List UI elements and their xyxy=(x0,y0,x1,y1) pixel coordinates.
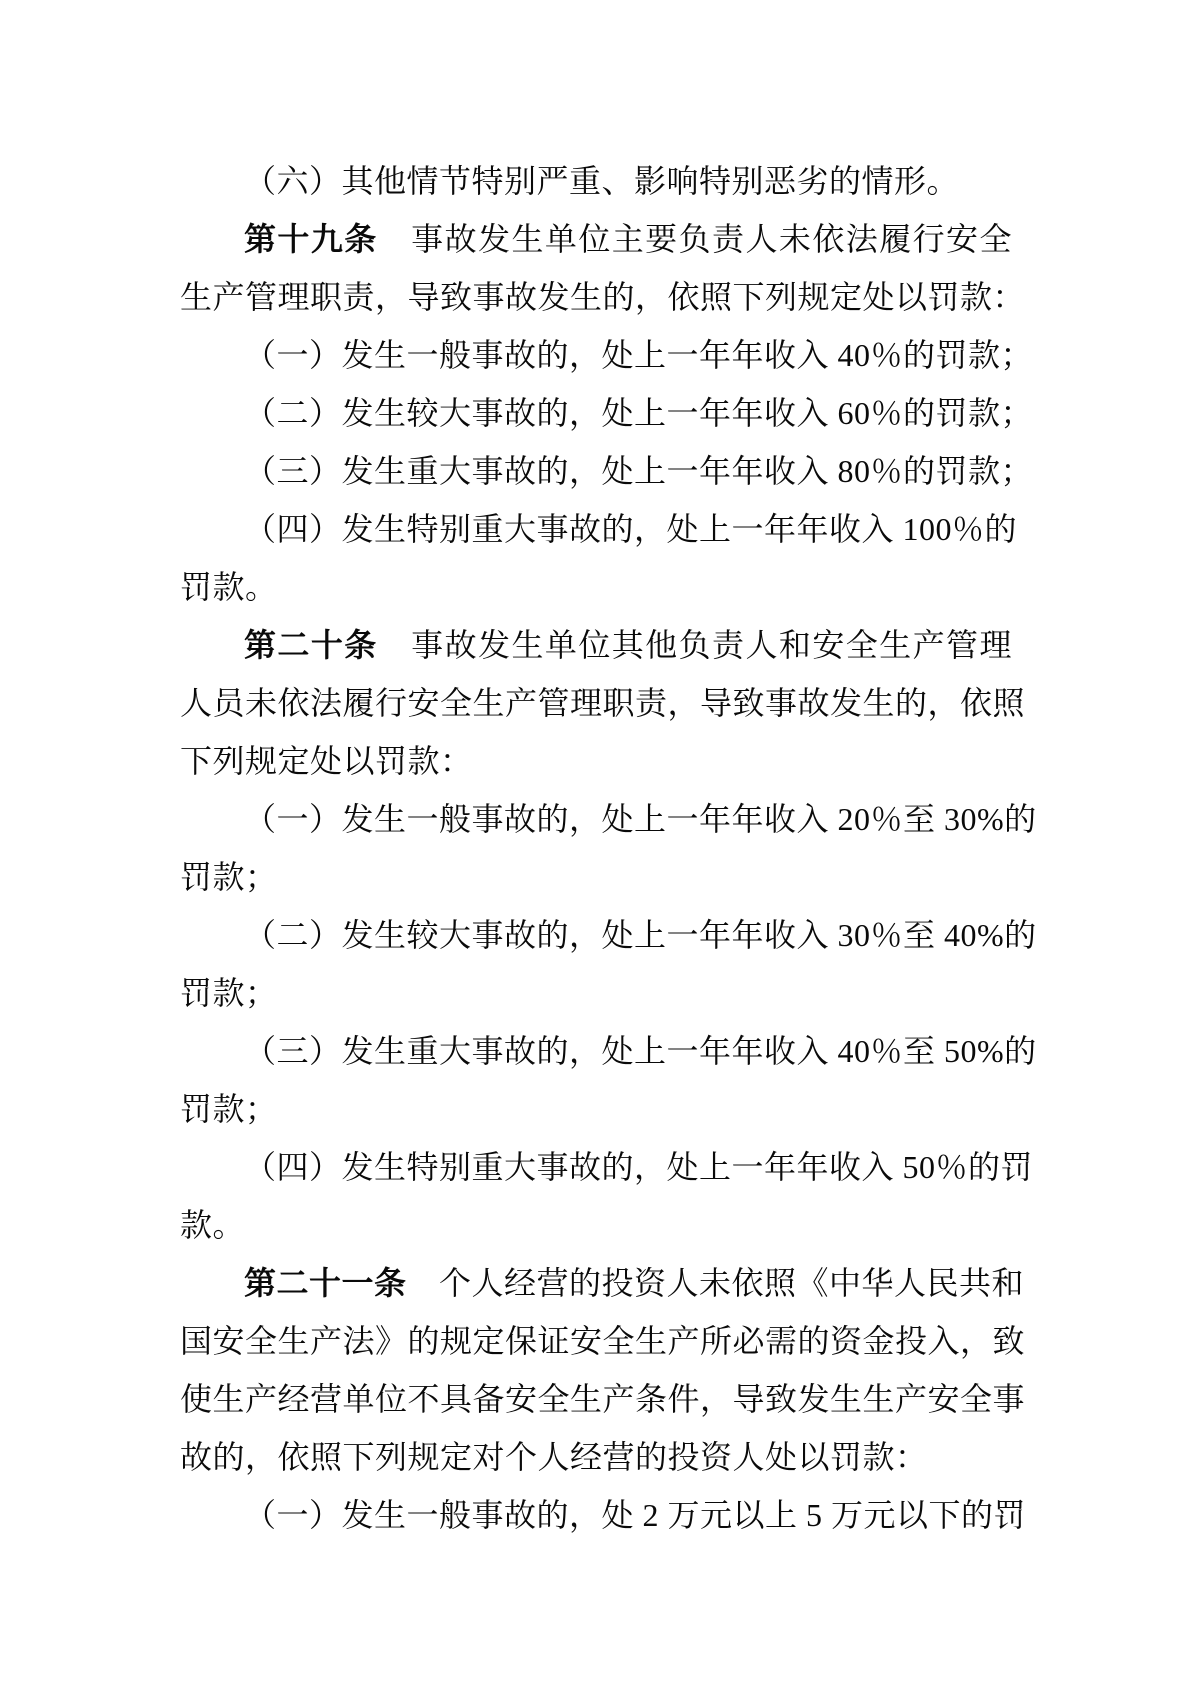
text-segment: （一）发生一般事故的，处上一年年收入 40％的罚款； xyxy=(244,337,1034,373)
text-segment: 故的，依照下列规定对个人经营的投资人处以罚款： xyxy=(180,1439,928,1475)
text-segment: 罚款； xyxy=(180,1091,278,1127)
text-segment: （六）其他情节特别严重、影响特别恶劣的情形。 xyxy=(244,163,960,199)
document-line xyxy=(180,152,1012,210)
text-segment: （四）发生特别重大事故的，处上一年年收入 50％的罚 xyxy=(244,1149,1034,1185)
text-segment: （一）发生一般事故的，处 2 万元以上 5 万元以下的罚 xyxy=(244,1497,1027,1533)
document-line xyxy=(180,268,1026,326)
document-line xyxy=(180,442,1034,500)
document-line xyxy=(180,790,1037,848)
text-segment: 事故发生单位其他负责人和安全生产管理 xyxy=(377,627,1012,663)
text-segment: 事故发生单位主要负责人未依法履行安全 xyxy=(377,221,1012,257)
document-line xyxy=(180,1254,1025,1312)
text-segment: 个人经营的投资人未依照《中华人民共和 xyxy=(406,1265,1025,1301)
document-line xyxy=(180,1312,1026,1370)
document-line xyxy=(180,732,1012,790)
document-line xyxy=(180,1196,1012,1254)
document-line xyxy=(180,1370,1026,1428)
document-line xyxy=(180,906,1037,964)
document-line xyxy=(180,558,1012,616)
text-segment: 罚款。 xyxy=(180,569,278,605)
document-line xyxy=(180,674,1026,732)
text-segment: 国安全生产法》的规定保证安全生产所必需的资金投入，致 xyxy=(180,1323,1026,1359)
document-line xyxy=(180,964,1012,1022)
text-segment: （三）发生重大事故的，处上一年年收入 40％至 50%的 xyxy=(244,1033,1037,1069)
document-line xyxy=(180,210,1012,268)
document-line xyxy=(180,1022,1037,1080)
text-segment: 款。 xyxy=(180,1207,246,1243)
article-number: 第十九条 xyxy=(244,221,378,257)
document-line xyxy=(180,1486,1027,1544)
text-segment: 使生产经营单位不具备安全生产条件，导致发生生产安全事 xyxy=(180,1381,1026,1417)
document-line xyxy=(180,1138,1034,1196)
document-line xyxy=(180,384,1034,442)
article-number: 第二十一条 xyxy=(244,1265,407,1301)
document-line xyxy=(180,500,1018,558)
document-line xyxy=(180,1080,1012,1138)
text-segment: 罚款； xyxy=(180,859,278,895)
text-segment: 人员未依法履行安全生产管理职责，导致事故发生的，依照 xyxy=(180,685,1026,721)
article-number: 第二十条 xyxy=(244,627,378,663)
document-line xyxy=(180,848,1012,906)
text-segment: 下列规定处以罚款： xyxy=(180,743,473,779)
text-segment: （二）发生较大事故的，处上一年年收入 30％至 40%的 xyxy=(244,917,1037,953)
text-segment: （一）发生一般事故的，处上一年年收入 20％至 30%的 xyxy=(244,801,1037,837)
document-line xyxy=(180,616,1012,674)
text-segment: 罚款； xyxy=(180,975,278,1011)
document-line xyxy=(180,326,1034,384)
text-segment: 生产管理职责，导致事故发生的，依照下列规定处以罚款： xyxy=(180,279,1026,315)
document-line xyxy=(180,1428,1012,1486)
text-segment: （二）发生较大事故的，处上一年年收入 60％的罚款； xyxy=(244,395,1034,431)
document-content xyxy=(180,152,1037,1544)
text-segment: （三）发生重大事故的，处上一年年收入 80％的罚款； xyxy=(244,453,1034,489)
text-segment: （四）发生特别重大事故的，处上一年年收入 100％的 xyxy=(244,511,1018,547)
